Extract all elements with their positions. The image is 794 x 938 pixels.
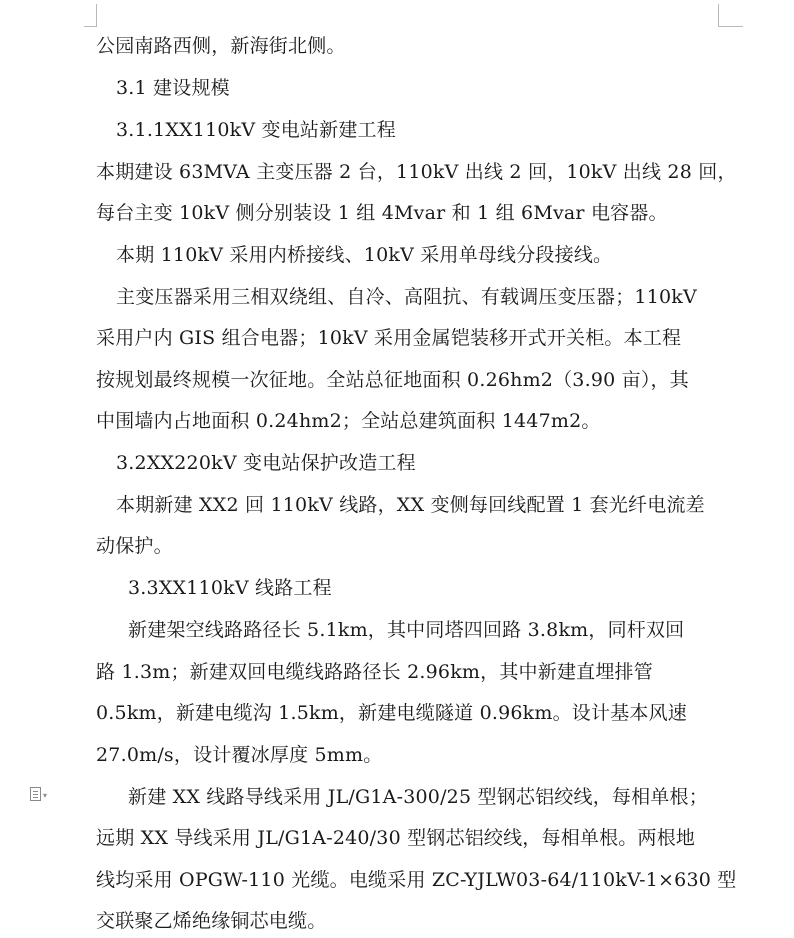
text-line: 中围墙内占地面积 0.24hm2；全站总建筑面积 1447m2。 <box>96 410 601 432</box>
text-line: 本期建设 63MVA 主变压器 2 台，110kV 出线 2 回，10kV 出线 28 回， <box>96 161 737 183</box>
section-heading: 3.1 建设规模 <box>116 77 230 99</box>
text-line: 本期 110kV 采用内桥接线、10kV 采用单母线分段接线。 <box>116 244 613 266</box>
text-line: 新建架空线路路径长 5.1km，其中同塔四回路 3.8km，同杆双回 <box>128 619 685 641</box>
text-line: 线均采用 OPGW-110 光缆。电缆采用 ZC-YJLW03-64/110kV-1×630 型 <box>96 869 737 891</box>
paragraph-options-icon[interactable]: ▾ <box>30 787 50 803</box>
text-line: 按规划最终规模一次征地。全站总征地面积 0.26hm2（3.90 亩），其 <box>96 369 689 391</box>
text-line: 公园南路西侧，新海街北侧。 <box>96 35 346 57</box>
text-line: 路 1.3m；新建双回电缆线路路径长 2.96km，其中新建直埋排管 <box>96 661 653 683</box>
subsection-heading: 3.3XX110kV 线路工程 <box>128 577 332 599</box>
text-line: 采用户内 GIS 组合电器；10kV 采用金属铠装移开式开关柜。本工程 <box>96 327 682 349</box>
text-line: 主变压器采用三相双绕组、自冷、高阻抗、有载调压变压器；110kV <box>116 286 697 308</box>
text-line: 新建 XX 线路导线采用 JL/G1A-300/25 型钢芯铝绞线，每相单根； <box>128 786 708 808</box>
text-line: 0.5km，新建电缆沟 1.5km，新建电缆隧道 0.96km。设计基本风速 <box>96 702 688 724</box>
subsection-heading: 3.2XX220kV 变电站保护改造工程 <box>116 452 416 474</box>
text-line: 每台主变 10kV 侧分别装设 1 组 4Mvar 和 1 组 6Mvar 电容器。 <box>96 202 668 224</box>
text-line: 远期 XX 导线采用 JL/G1A-240/30 型钢芯铝绞线，每相单根。两根地 <box>96 827 696 849</box>
page-corner-mark-top-left <box>84 4 97 27</box>
text-line: 动保护。 <box>96 535 173 557</box>
text-line: 27.0m/s，设计覆冰厚度 5mm。 <box>96 744 383 766</box>
page-corner-mark-top-right <box>718 4 743 27</box>
subsection-heading: 3.1.1XX110kV 变电站新建工程 <box>116 119 396 141</box>
text-line: 交联聚乙烯绝缘铜芯电缆。 <box>96 910 327 932</box>
text-line: 本期新建 XX2 回 110kV 线路，XX 变侧每回线配置 1 套光纤电流差 <box>116 494 705 516</box>
